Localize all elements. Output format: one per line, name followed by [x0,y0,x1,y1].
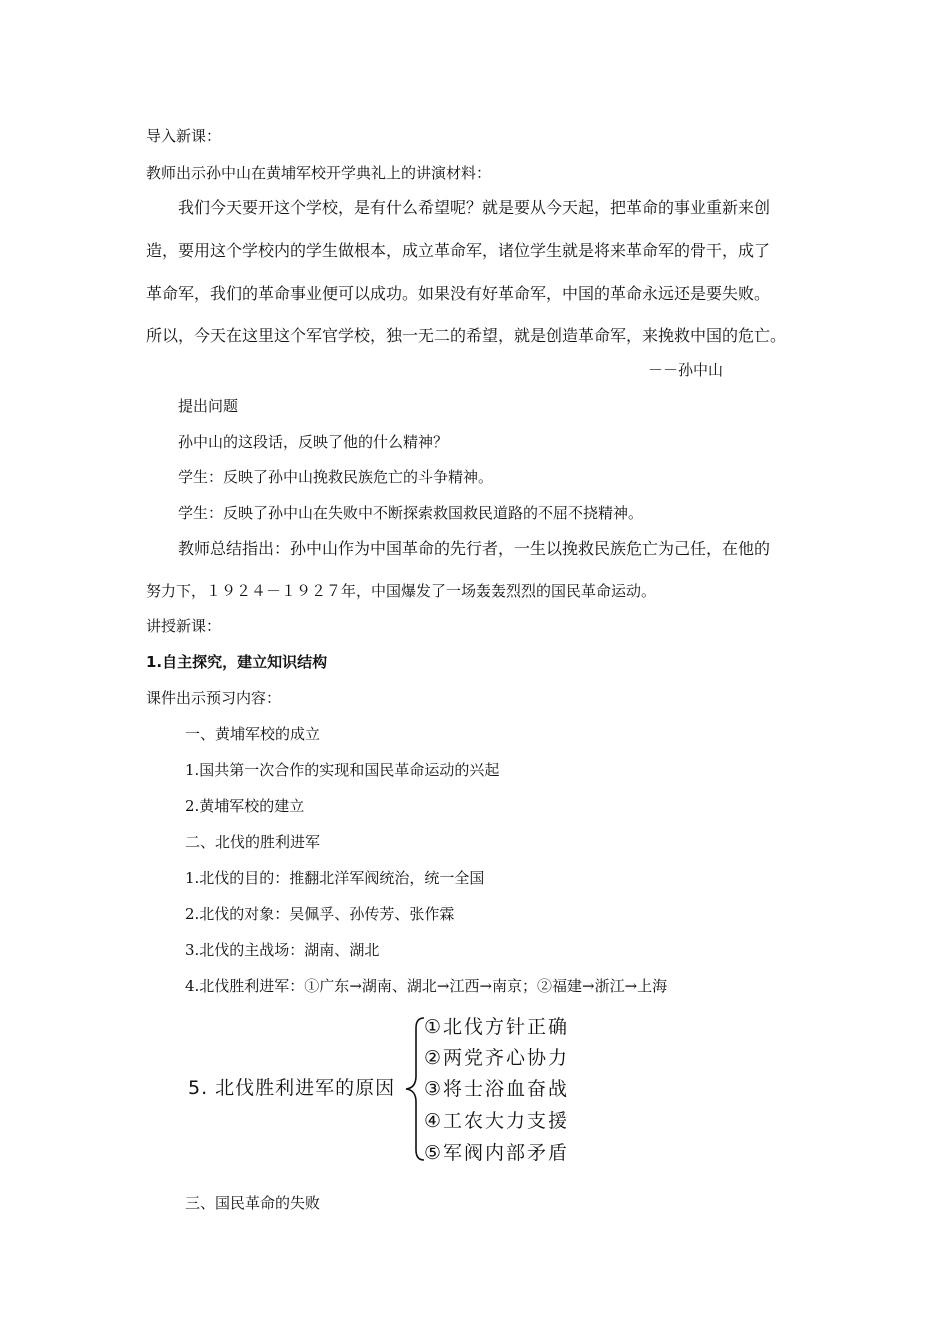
diagram-item-3: ③将士浴血奋战 [424,1078,570,1100]
answer-1: 学生：反映了孙中山挽救民族危亡的斗争精神。 [178,468,494,486]
part2-item-4: 4.北伐胜利进军：①广东→湖南、湖北→江西→南京；②福建→浙江→上海 [185,977,668,995]
answer-2: 学生：反映了孙中山在失败中不断探索救国救民道路的不屈不挠精神。 [178,504,644,522]
question: 孙中山的这段话，反映了他的什么精神？ [178,433,449,451]
diagram-item-2: ②两党齐心协力 [424,1047,570,1069]
lesson-heading: 讲授新课： [146,617,222,635]
summary-line-1: 教师总结指出：孙中山作为中国革命的先行者，一生以挽救民族危亡为己任，在他的 [178,539,771,558]
part1-item-2: 2.黄埔军校的建立 [185,797,305,815]
intro-heading: 导入新课： [146,127,222,145]
summary-line-2: 努力下，１９２４－１９２７年，中国爆发了一场轰轰烈烈的国民革命运动。 [146,582,657,600]
question-heading: 提出问题 [178,397,239,415]
diagram-label: 5. 北伐胜利进军的原因 [188,1077,396,1099]
part1-item-1: 1.国共第一次合作的实现和国民革命运动的兴起 [185,761,500,779]
attribution: －－孙中山 [648,361,724,379]
quote-line-1: 我们今天要开这个学校，是有什么希望呢？就是要从今天起，把革命的事业重新来创 [178,198,771,217]
diagram-item-5: ⑤军阀内部矛盾 [424,1142,570,1164]
section1-title: 1.自主探究，建立知识结构 [146,653,328,671]
diagram-item-4: ④工农大力支援 [424,1110,570,1132]
part1-title: 一、黄埔军校的成立 [185,725,321,743]
quote-line-2: 造，要用这个学校内的学生做根本，成立革命军，诸位学生就是将来革命军的骨干，成了 [146,241,771,260]
part2-item-2: 2.北伐的对象：吴佩孚、孙传芳、张作霖 [185,905,455,923]
part2-title: 二、北伐的胜利进军 [185,833,321,851]
preview-intro: 课件出示预习内容： [146,689,282,707]
part2-item-1: 1.北伐的目的：推翻北洋军阀统治，统一全国 [185,869,485,887]
part3-title: 三、国民革命的失败 [185,1194,321,1212]
diagram-item-1: ①北伐方针正确 [424,1016,570,1038]
quote-line-4: 所以，今天在这里这个军官学校，独一无二的希望，就是创造革命军，来挽救中国的危亡。 [146,326,787,345]
material-intro: 教师出示孙中山在黄埔军校开学典礼上的讲演材料： [146,164,492,182]
part2-item-3: 3.北伐的主战场：湖南、湖北 [185,941,380,959]
quote-line-3: 革命军，我们的革命事业便可以成功。如果没有好革命军，中国的革命永远还是要失败。 [146,284,771,303]
